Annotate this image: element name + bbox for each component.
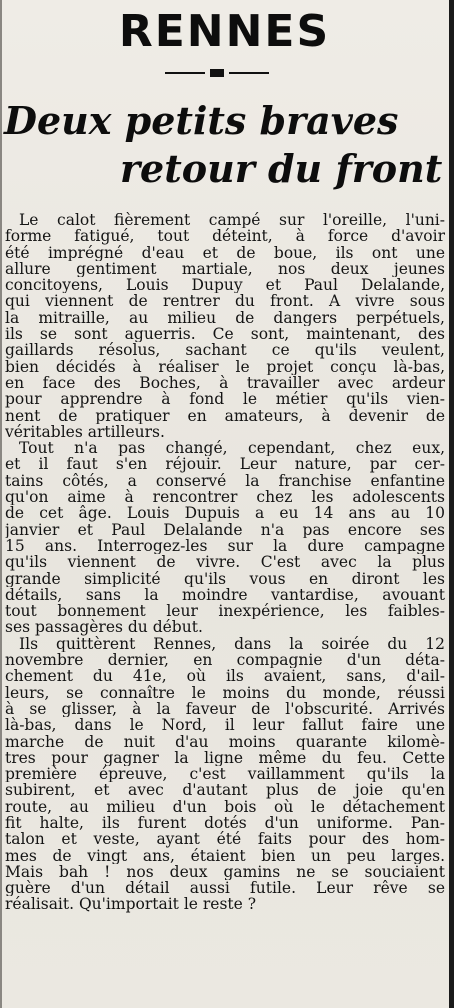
article-paragraph [5,212,445,440]
ornament-bar-right [229,72,269,74]
article-line: tains côtés, a conservé la franchise enfantine [5,472,445,490]
article-line: nent de pratiquer en amateurs, à devenir de [5,407,445,424]
article-line: janvier et Paul Delalande n'a pas encore ses [5,521,445,538]
article-line: allure gentiment martiale, nos deux jeunes [5,260,445,278]
article-line: Mais bah ! nos deux gamins ne se souciaient [5,863,445,881]
article-line: fit halte, ils furent dotés d'un uniforme. Pan- [5,814,445,832]
ornament-center-mark [210,69,224,77]
section-title: RENNES [118,6,331,57]
article-line: là-bas, dans le Nord, il leur fallut faire une [5,717,445,734]
article-line: qu'ils viennent de vivre. C'est avec la plus [5,554,445,571]
article-line: et il faut s'en réjouir. Leur nature, par cer- [5,456,445,473]
article-line: marche de nuit d'au moins quarante kilomè- [5,733,445,750]
article-line: 15 ans. Interrogez-les sur la dure campagne [5,537,445,555]
article-line: détails, sans la moindre vantardise, avouant [5,586,445,604]
column-right-rule [449,0,454,1008]
article-line: concitoyens, Louis Dupuy et Paul Delalande, [5,277,445,294]
article-line: forme fatigué, tout déteint, à force d'avoir [5,228,445,245]
article-paragraph [5,440,445,636]
article-line: chement du 41e, où ils avaient, sans, d'ail- [5,668,445,685]
article-line: Tout n'a pas changé, cependant, chez eux, [19,440,445,457]
column-left-rule [0,0,2,1008]
headline-line-2: retour du front [120,146,443,191]
article-line: subirent, et avec d'autant plus de joie qu'en [5,782,445,799]
article-line: ils se sont aguerris. Ce sont, maintenant, des [5,326,445,343]
article-line: qui viennent de rentrer du front. A vivre sous [5,293,445,310]
article-line: guère d'un détail aussi futile. Leur rêve se [5,880,445,897]
article-line: tout bonnement leur inexpérience, les faibles- [5,603,445,620]
article-line: route, au milieu d'un bois où le détachement [5,798,445,815]
headline-line-1: Deux petits braves [4,98,399,143]
article-line: gaillards résolus, sachant ce qu'ils veulent, [5,342,445,359]
article-body [5,212,445,913]
article-line: véritables artilleurs. [5,423,165,441]
article-line: première épreuve, c'est vaillamment qu'ils la [5,766,445,783]
article-line: bien décidés à réaliser le projet conçu là-bas, [5,358,445,375]
ornament-bar-left [165,72,205,74]
article-line: réalisait. Qu'importait le reste ? [5,896,257,913]
title-ornament [165,68,269,78]
article-line: qu'on aime à rencontrer chez les adolescents [5,489,445,506]
article-line: Ils quittèrent Rennes, dans la soirée du 12 [19,635,445,653]
article-line: grande simplicité qu'ils vous en diront les [5,570,445,587]
article-line: en face des Boches, à travailler avec ardeur [5,374,445,392]
article-line: été imprégné d'eau et de boue, ils ont une [5,244,445,261]
article-line: la mitraille, au milieu de dangers perpétuels, [5,309,445,327]
article-line: mes de vingt ans, étaient bien un peu larges. [5,847,445,864]
article-paragraph [5,636,445,913]
article-line: pour apprendre à fond le métier qu'ils vien- [5,391,445,408]
article-line: à se glisser, à la faveur de l'obscurité. Arrivés [5,700,445,718]
article-line: de cet âge. Louis Dupuis a eu 14 ans au 10 [5,505,445,522]
article-line: ses passagères du début. [5,619,203,636]
article-line: tres pour gagner la ligne même du feu. Cette [5,749,445,767]
article-line: talon et veste, ayant été faits pour des hom- [5,831,445,848]
article-line: leurs, se connaître le moins du monde, réussi [5,684,445,701]
article-line: novembre dernier, en compagnie d'un déta- [5,652,445,669]
article-line: Le calot fièrement campé sur l'oreille, l'uni- [19,212,445,229]
